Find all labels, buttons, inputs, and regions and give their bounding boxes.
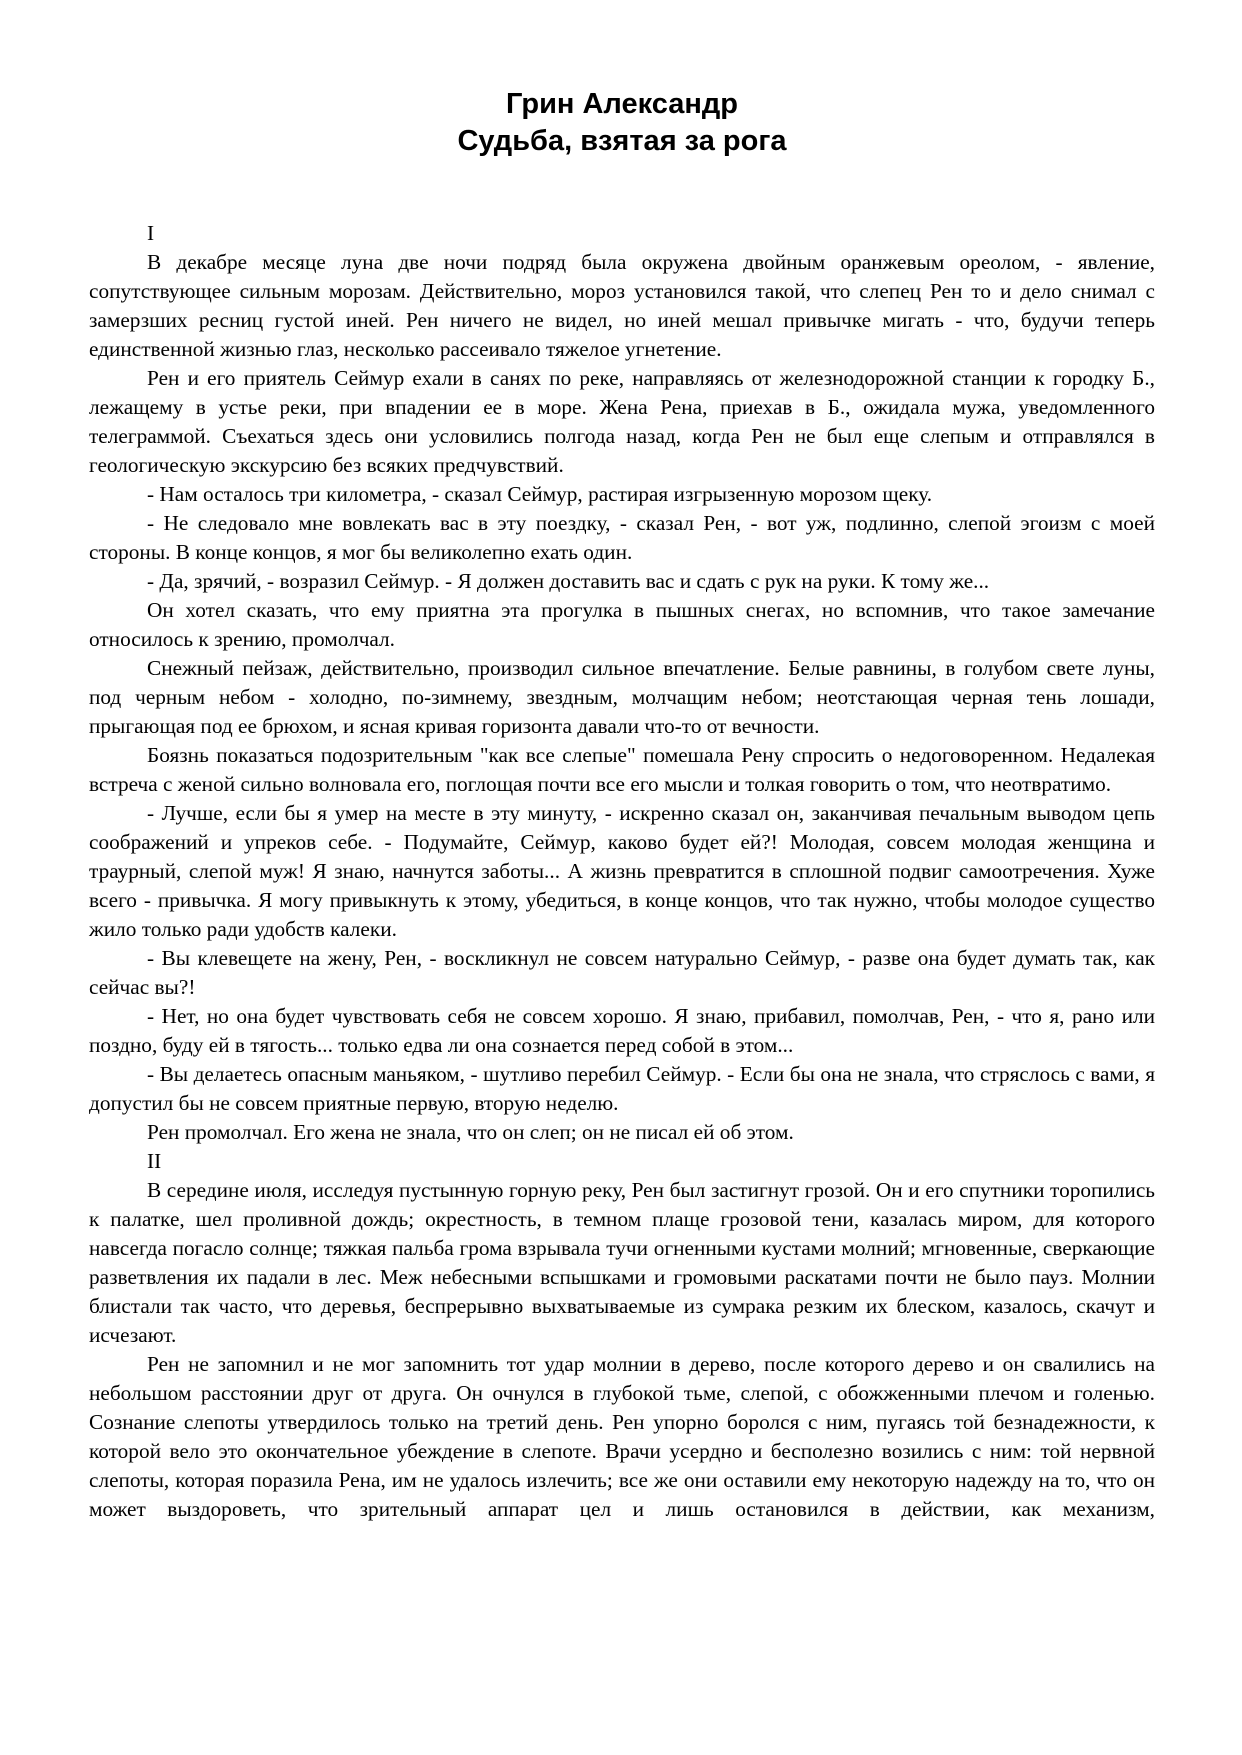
paragraph: - Вы делаетесь опасным маньяком, - шутливо перебил Сеймур. - Если бы она не знала, что стряслось с вами, я допустил бы не совсем приятные первую, вторую неделю. [89,1062,1155,1115]
story-title: Судьба, взятая за рога [457,125,787,157]
paragraph: Боязнь показаться подозрительным "как все слепые" помешала Рену спросить о недоговоренном. Недалекая встреча с женой сильно волновала его, поглощая почти все его мысли и толкая говорить о том, что неотвратимо. [89,743,1155,796]
paragraph: - Да, зрячий, - возразил Сеймур. - Я должен доставить вас и сдать с рук на руки. К тому же... [147,569,990,593]
section-number-1: I [147,221,155,245]
paragraph: Рен не запомнил и не мог запомнить тот удар молнии в дерево, после которого дерево и он свалились на небольшом расстоянии друг от друга. Он очнулся в глубокой тьме, слепой, с обожженными плечом и голенью. Сознание слепоты утвердилось только на третий день. Рен упорно боролся с ним, пугаясь той безнадежности, к которой вело это окончательное убеждение в слепоте. Врачи усердно и бесполезно возились с ним: той нервной слепоты, которая поразила Рена, им не удалось излечить; все же они оставили ему некоторую надежду на то, что он может выздороветь, что зрительный аппарат цел и лишь остановился в действии, как механизм, [89,1352,1155,1521]
paragraph: Он хотел сказать, что ему приятна эта прогулка в пышных снегах, но вспомнив, что такое замечание относилось к зрению, промолчал. [89,598,1155,651]
document-page [89,0,1155,1755]
paragraph: - Лучше, если бы я умер на месте в эту минуту, - искренно сказал он, заканчивая печальным выводом цепь соображений и упреков себе. - Подумайте, Сеймур, каково будет ей?! Молодая, совсем молодая женщина и траурный, слепой муж! Я знаю, начнутся заботы... А жизнь превратится в сплошной подвиг самоотречения. Хуже всего - привычка. Я могу привыкнуть к этому, убедиться, в конце концов, что так нужно, чтобы молодое существо жило только ради удобств калеки. [89,801,1155,941]
paragraph: Снежный пейзаж, действительно, производил сильное впечатление. Белые равнины, в голубом свете луны, под черным небом - холодно, по-зимнему, звездным, молчащим небом; неотстающая черная тень лошади, прыгающая под ее брюхом, и ясная кривая горизонта давали что-то от вечности. [89,656,1155,738]
paragraph: - Нет, но она будет чувствовать себя не совсем хорошо. Я знаю, прибавил, помолчав, Рен, - что я, рано или поздно, буду ей в тягость... только едва ли она сознается перед собой в этом... [89,1004,1155,1057]
section-number-2: II [147,1149,162,1173]
paragraph: - Не следовало мне вовлекать вас в эту поездку, - сказал Рен, - вот уж, подлинно, слепой эгоизм с моей стороны. В конце концов, я мог бы великолепно ехать один. [89,511,1155,564]
author-heading: Грин Александр [506,88,738,120]
paragraph: - Вы клевещете на жену, Рен, - воскликнул не совсем натурально Сеймур, - разве она будет думать так, как сейчас вы?! [89,946,1155,999]
paragraph: Рен промолчал. Его жена не знала, что он слеп; он не писал ей об этом. [147,1120,794,1144]
paragraph: Рен и его приятель Сеймур ехали в санях по реке, направляясь от железнодорожной станции к городку Б., лежащему в устье реки, при впадении ее в море. Жена Рена, приехав в Б., ожидала мужа, уведомленного телеграммой. Съехаться здесь они условились полгода назад, когда Рен не был еще слепым и отправлялся в геологическую экскурсию без всяких предчувствий. [89,366,1155,477]
paragraph: В декабре месяце луна две ночи подряд была окружена двойным оранжевым ореолом, - явление, сопутствующее сильным морозам. Действительно, мороз установился такой, что слепец Рен то и дело снимал с замерзших ресниц густой иней. Рен ничего не видел, но иней мешал привычке мигать - что, будучи теперь единственной жизнью глаз, несколько рассеивало тяжелое угнетение. [89,250,1155,361]
story-text [89,219,1155,1524]
paragraph: - Нам осталось три километра, - сказал Сеймур, растирая изгрызенную морозом щеку. [147,482,933,506]
paragraph: В середине июля, исследуя пустынную горную реку, Рен был застигнут грозой. Он и его спутники торопились к палатке, шел проливной дождь; окрестность, в темном плаще грозовой тени, казалась миром, для которого навсегда погасло солнце; тяжкая пальба грома взрывала тучи огненными кустами молний; мгновенные, сверкающие разветвления их падали в лес. Меж небесными вспышками и громовыми раскатами почти не было пауз. Молнии блистали так часто, что деревья, беспрерывно выхватываемые из сумрака резким их блеском, казалось, скачут и исчезают. [89,1178,1155,1347]
title-block [89,86,1155,160]
